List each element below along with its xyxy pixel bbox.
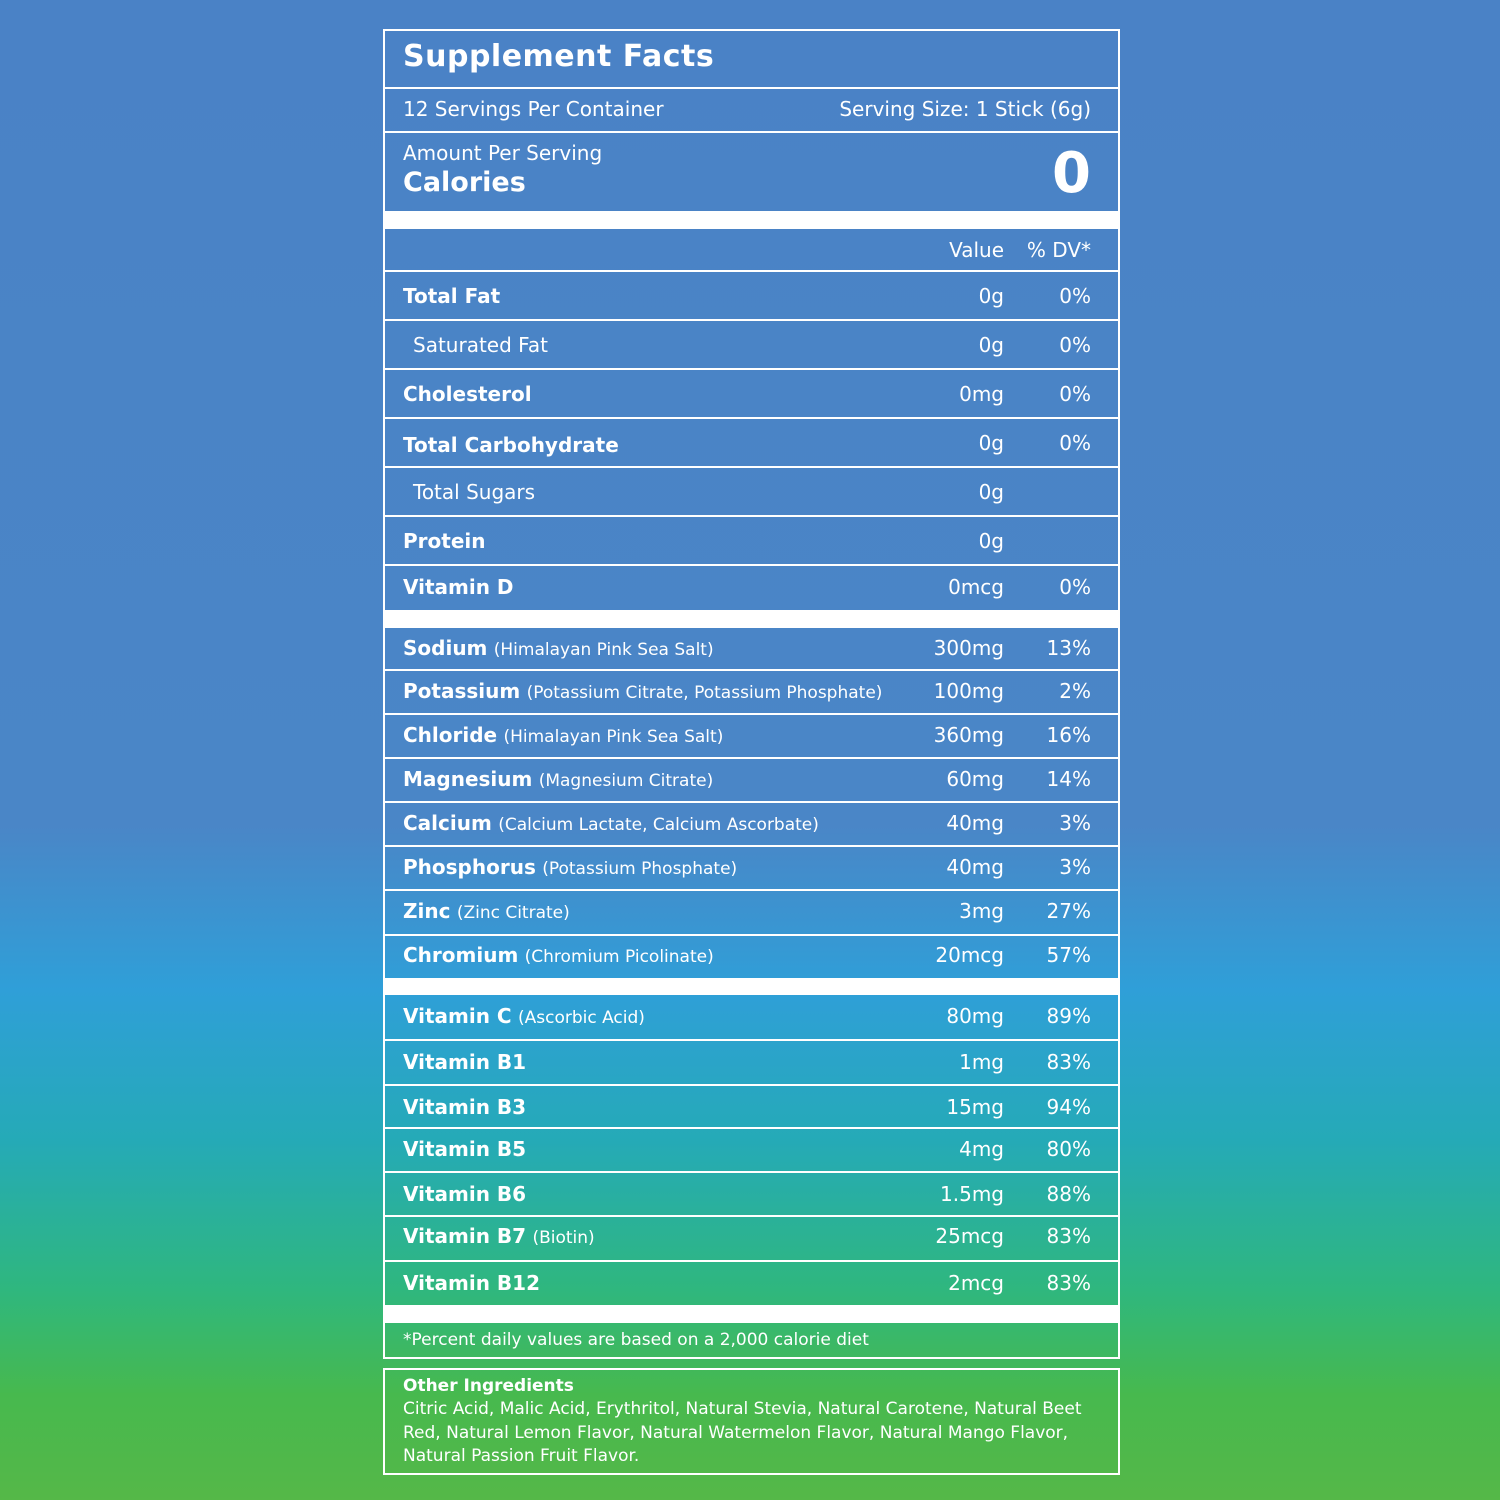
- nutrient-dv: 27%: [1046, 899, 1091, 923]
- mineral-row: [385, 715, 1118, 759]
- macro-row: [385, 321, 1118, 370]
- nutrient-name: Chromium: [403, 943, 519, 967]
- nutrient-value: 40mg: [946, 811, 1004, 835]
- nutrient-value: 0mcg: [948, 575, 1004, 599]
- nutrient-name: Total Fat: [403, 284, 501, 308]
- section-divider: [385, 1305, 1118, 1323]
- nutrient-value: 1mg: [959, 1050, 1004, 1074]
- footnote: *Percent daily values are based on a 2,000 calorie diet: [403, 1330, 869, 1350]
- nutrient-value: 300mg: [933, 636, 1004, 660]
- panel-title: Supplement Facts: [403, 39, 715, 74]
- nutrient-name: Vitamin B3: [403, 1095, 527, 1119]
- footnote-row: [385, 1323, 1118, 1359]
- nutrient-value: 2mcg: [948, 1271, 1004, 1295]
- nutrient-value: 40mg: [946, 855, 1004, 879]
- nutrient-value: 20mcg: [935, 943, 1004, 967]
- nutrient-dv: 83%: [1046, 1224, 1091, 1248]
- column-header-row: [385, 229, 1118, 272]
- nutrient-name: Vitamin B7: [403, 1224, 527, 1248]
- nutrient-value: 0g: [978, 284, 1004, 308]
- nutrient-dv: 83%: [1046, 1050, 1091, 1074]
- nutrient-value: 4mg: [959, 1137, 1004, 1161]
- nutrient-value: 60mg: [946, 767, 1004, 791]
- mineral-row: [385, 847, 1118, 891]
- nutrient-name: Cholesterol: [403, 382, 532, 406]
- nutrient-dv: 0%: [1059, 284, 1091, 308]
- nutrient-value: 80mg: [946, 1004, 1004, 1028]
- nutrient-value: 0g: [978, 333, 1004, 357]
- vitamin-row: [385, 1129, 1118, 1173]
- mineral-row: [385, 803, 1118, 847]
- macro-row: [385, 517, 1118, 566]
- nutrient-source: (Himalayan Pink Sea Salt): [503, 727, 724, 747]
- mineral-row: [385, 759, 1118, 803]
- mineral-row: [385, 671, 1118, 715]
- nutrient-name: Protein: [403, 529, 486, 553]
- nutrient-name: Vitamin C: [403, 1004, 512, 1028]
- nutrient-name: Total Carbohydrate: [403, 433, 619, 457]
- dv-column-header: % DV*: [1026, 238, 1091, 262]
- nutrient-name: Phosphorus: [403, 855, 536, 879]
- nutrient-name: Vitamin D: [403, 575, 514, 599]
- nutrient-name: Total Sugars: [413, 480, 536, 504]
- nutrient-name: Vitamin B5: [403, 1137, 527, 1161]
- nutrient-dv: 0%: [1059, 382, 1091, 406]
- nutrient-name: Vitamin B1: [403, 1050, 527, 1074]
- nutrient-value: 0mg: [959, 382, 1004, 406]
- nutrient-value: 0g: [978, 480, 1004, 504]
- nutrient-value: 1.5mg: [940, 1182, 1004, 1206]
- nutrient-dv: 13%: [1046, 636, 1091, 660]
- vitamin-row: [385, 1041, 1118, 1086]
- nutrient-name: Saturated Fat: [413, 333, 548, 357]
- macro-row: [385, 419, 1118, 468]
- nutrient-name: Vitamin B6: [403, 1182, 527, 1206]
- nutrient-name: Calcium: [403, 811, 492, 835]
- nutrient-source: (Ascorbic Acid): [517, 1008, 645, 1028]
- macro-row: [385, 468, 1118, 517]
- other-ingredients-title: Other Ingredients: [403, 1376, 574, 1396]
- vitamin-row: [385, 1086, 1118, 1129]
- nutrient-value: 360mg: [933, 723, 1004, 747]
- nutrient-value: 0g: [978, 431, 1004, 455]
- nutrient-source: (Potassium Phosphate): [542, 859, 738, 879]
- other-ingredients-text: Citric Acid, Malic Acid, Erythritol, Natural Stevia, Natural Carotene, Natural Beet Red, Natural Lemon Flavor, Natural Watermelon Flavor, Natural Mango Flavor, Natural Passion Fruit Flavor.: [403, 1399, 1082, 1466]
- section-divider: [385, 211, 1118, 229]
- nutrient-dv: 0%: [1059, 575, 1091, 599]
- nutrient-source: (Zinc Citrate): [456, 903, 570, 923]
- vitamin-row: [385, 1262, 1118, 1305]
- nutrient-dv: 14%: [1046, 767, 1091, 791]
- nutrient-value: 100mg: [933, 679, 1004, 703]
- nutrient-dv: 16%: [1046, 723, 1091, 747]
- nutrient-dv: 94%: [1046, 1095, 1091, 1119]
- serving-size: Serving Size: 1 Stick (6g): [839, 97, 1091, 121]
- nutrient-name: Vitamin B12: [403, 1271, 541, 1295]
- nutrient-dv: 3%: [1059, 811, 1091, 835]
- vitamin-row: [385, 1217, 1118, 1262]
- nutrient-source: (Himalayan Pink Sea Salt): [493, 640, 714, 660]
- nutrient-name: Sodium: [403, 636, 488, 660]
- section-divider: [385, 978, 1118, 995]
- servings-row: [385, 89, 1118, 133]
- nutrient-dv: 3%: [1059, 855, 1091, 879]
- nutrient-source: (Chromium Picolinate): [524, 947, 714, 967]
- servings-per-container: 12 Servings Per Container: [403, 97, 664, 121]
- nutrient-name: Magnesium: [403, 767, 533, 791]
- mineral-row: [385, 936, 1118, 978]
- nutrient-dv: 83%: [1046, 1271, 1091, 1295]
- nutrient-value: 3mg: [959, 899, 1004, 923]
- supplement-facts-panel: [383, 29, 1120, 1359]
- nutrient-source: (Potassium Citrate, Potassium Phosphate): [526, 683, 883, 703]
- calories-label: Calories: [403, 167, 526, 198]
- mineral-row: [385, 891, 1118, 936]
- macro-row: [385, 370, 1118, 419]
- other-ingredients-box: [383, 1368, 1120, 1475]
- nutrient-value: 15mg: [946, 1095, 1004, 1119]
- calories-row: [385, 133, 1118, 211]
- nutrient-dv: 57%: [1046, 943, 1091, 967]
- vitamin-row: [385, 995, 1118, 1041]
- title-row: [385, 31, 1118, 89]
- mineral-row: [385, 628, 1118, 671]
- macro-row: [385, 272, 1118, 321]
- value-column-header: Value: [949, 238, 1004, 262]
- nutrient-value: 25mcg: [935, 1224, 1004, 1248]
- nutrient-source: (Biotin): [532, 1228, 595, 1248]
- calories-value: 0: [1052, 141, 1091, 206]
- nutrient-dv: 2%: [1059, 679, 1091, 703]
- nutrient-value: 0g: [978, 529, 1004, 553]
- nutrient-name: Zinc: [403, 899, 451, 923]
- macro-row: [385, 566, 1118, 610]
- nutrient-name: Chloride: [403, 723, 498, 747]
- nutrient-source: (Calcium Lactate, Calcium Ascorbate): [498, 815, 819, 835]
- nutrient-dv: 80%: [1046, 1137, 1091, 1161]
- section-divider: [385, 610, 1118, 628]
- nutrient-source: (Magnesium Citrate): [538, 771, 714, 791]
- nutrient-dv: 89%: [1046, 1004, 1091, 1028]
- vitamin-row: [385, 1173, 1118, 1217]
- nutrient-dv: 88%: [1046, 1182, 1091, 1206]
- nutrient-dv: 0%: [1059, 333, 1091, 357]
- nutrient-dv: 0%: [1059, 431, 1091, 455]
- nutrient-name: Potassium: [403, 679, 521, 703]
- amount-per-serving: Amount Per Serving: [403, 141, 603, 165]
